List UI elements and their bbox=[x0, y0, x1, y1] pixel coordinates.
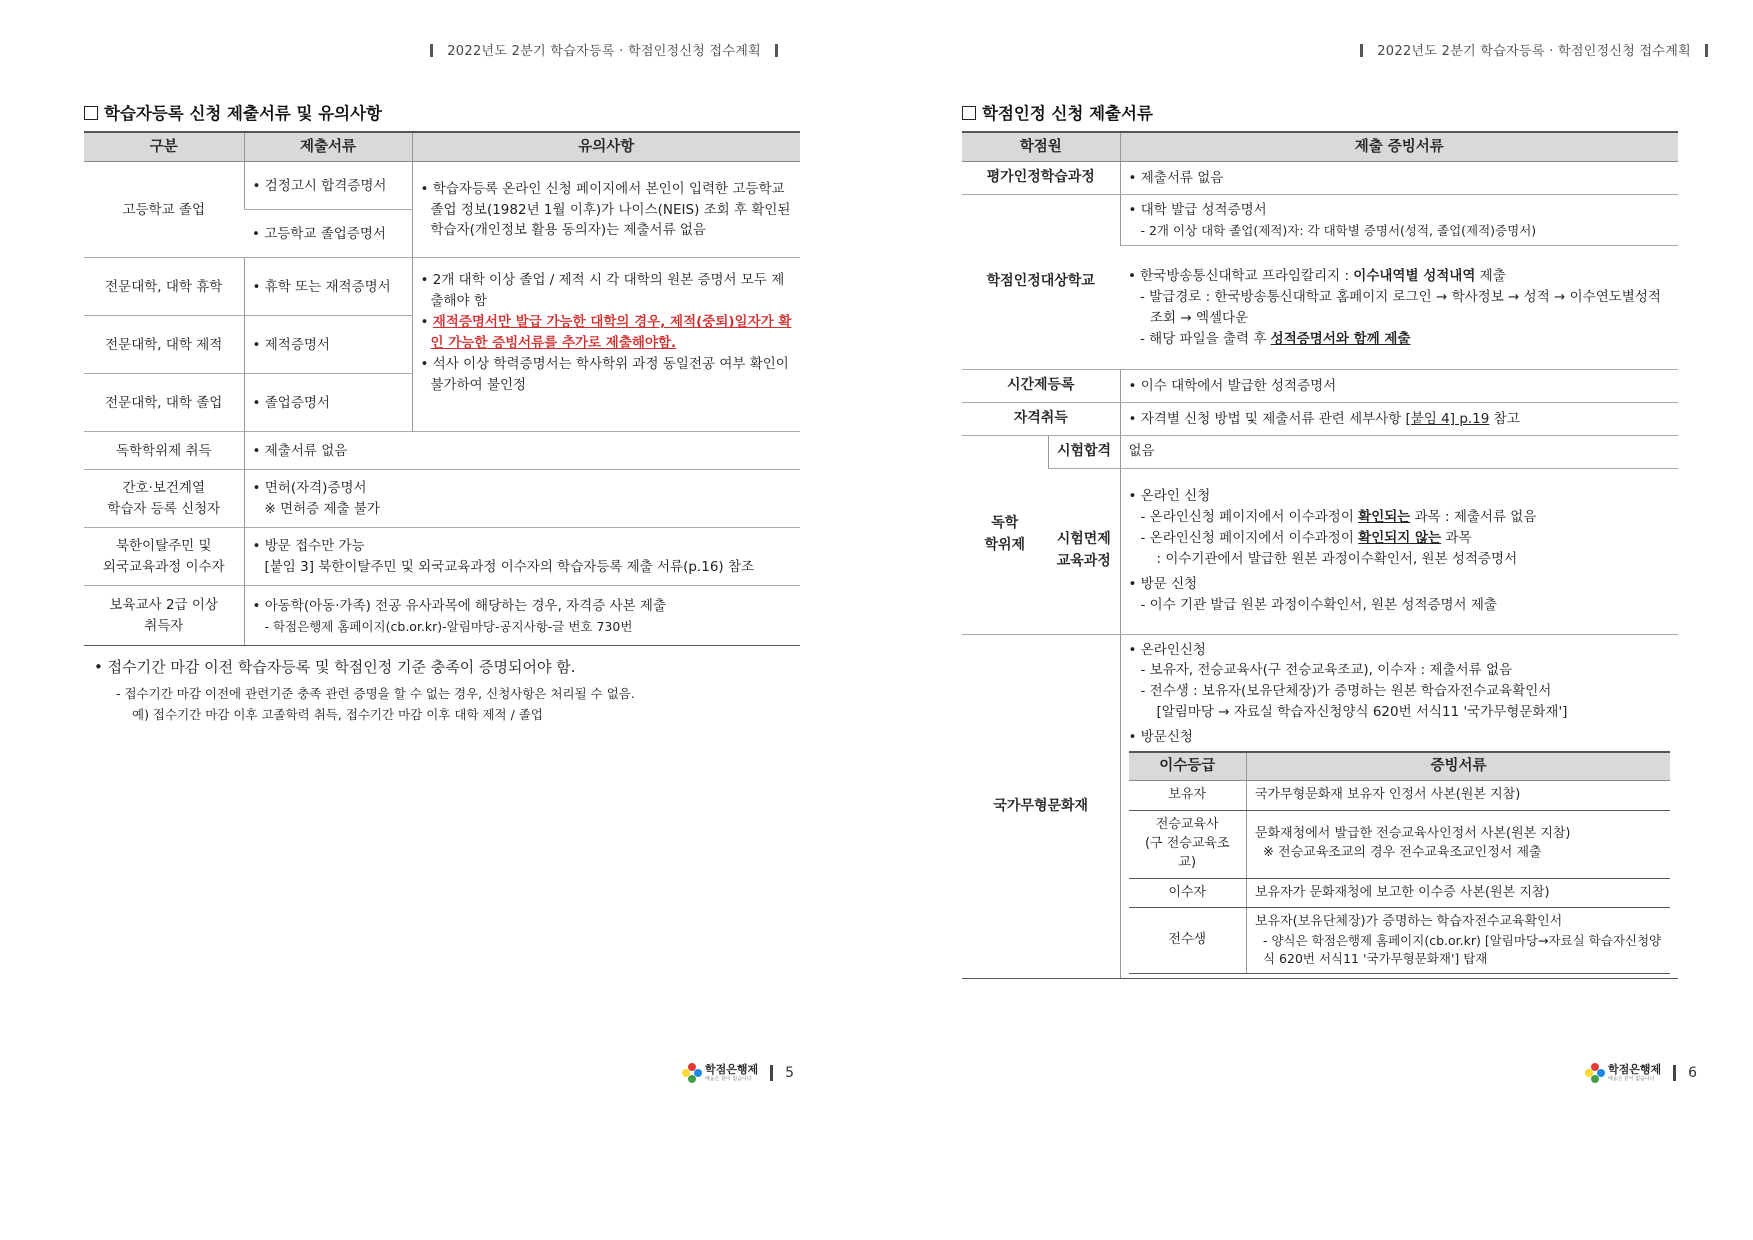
note-example: 예) 접수기간 마감 이후 고졸학력 취득, 접수기간 마감 이후 대학 제적 / 졸업 bbox=[132, 707, 543, 723]
header-text: 2022년도 2분기 학습자등록 · 학점인정신청 접수계획 bbox=[447, 44, 761, 59]
text-part: 과목 : 제출서류 없음 bbox=[1410, 509, 1537, 526]
heritage-inner-table bbox=[1129, 751, 1671, 974]
text-part: 제출 bbox=[1475, 268, 1506, 285]
doc-cell: • 휴학 또는 재적증명서 bbox=[244, 258, 412, 316]
text-part: • 한국방송통신대학교 프라임칼리지 : bbox=[1128, 268, 1354, 285]
proof-cell bbox=[1247, 908, 1671, 974]
table-row bbox=[962, 403, 1678, 436]
doc-cell: • 검정고시 합격증명서 bbox=[244, 162, 412, 210]
table-row bbox=[962, 435, 1678, 468]
sub-label: 시험합격 bbox=[1048, 435, 1120, 468]
brand-logo bbox=[1585, 1063, 1661, 1083]
note-text: • 석사 이상 학력증명서는 학사학위 과정 동일전공 여부 확인이 불가하여 불인정 bbox=[420, 356, 789, 394]
col-header: 유의사항 bbox=[412, 132, 800, 162]
note-cell bbox=[412, 162, 800, 258]
checkbox-square-icon bbox=[84, 106, 98, 120]
page-number: 5 bbox=[785, 1065, 795, 1081]
proof-line: ※ 전승교육조교의 경우 전수교육조교인정서 제출 bbox=[1263, 845, 1542, 861]
table-row bbox=[962, 195, 1678, 246]
table-row bbox=[84, 162, 800, 210]
table-row bbox=[962, 468, 1678, 634]
note-cell bbox=[412, 258, 800, 432]
row-label: 전문대학, 대학 졸업 bbox=[84, 374, 244, 432]
checkbox-square-icon bbox=[962, 106, 976, 120]
row-label: 전문대학, 대학 휴학 bbox=[84, 258, 244, 316]
notes bbox=[94, 656, 635, 726]
col-header: 구분 bbox=[84, 132, 244, 162]
row-label bbox=[84, 528, 244, 586]
logo-mark-icon bbox=[1585, 1063, 1605, 1083]
doc-cell bbox=[1120, 468, 1678, 634]
text-bold-underline: 확인되지 않는 bbox=[1358, 530, 1442, 547]
row-label: 학점인정대상학교 bbox=[962, 195, 1120, 370]
doc-cell: 없음 bbox=[1120, 435, 1678, 468]
row-label bbox=[84, 470, 244, 528]
table-row bbox=[962, 634, 1678, 979]
grade-cell: 전수생 bbox=[1129, 908, 1247, 974]
row-label: 자격취득 bbox=[962, 403, 1120, 436]
doc-cell: • 제출서류 없음 bbox=[244, 432, 800, 470]
brand-name: 학점은행제 bbox=[1607, 1063, 1662, 1076]
doc-subtext: - 2개 이상 대학 졸업(제적)자: 각 대학별 증명서(성적, 졸업(제적)증명서) bbox=[1140, 223, 1537, 239]
header-text: 2022년도 2분기 학습자등록 · 학점인정신청 접수계획 bbox=[1377, 44, 1691, 59]
header-bar-right bbox=[1705, 44, 1708, 57]
text-bold: 이수내역별 성적내역 bbox=[1353, 268, 1476, 285]
page-left bbox=[0, 0, 876, 1240]
row-label-line: 외국교육과정 이수자 bbox=[102, 558, 225, 575]
col-header: 제출 증빙서류 bbox=[1120, 132, 1678, 162]
note-sub: - 접수기간 마감 이전에 관련기준 충족 관련 증명을 할 수 없는 경우, 신청사항은 처리될 수 없음. bbox=[116, 686, 635, 701]
inner-row bbox=[1129, 781, 1671, 811]
brand-logo bbox=[682, 1063, 758, 1083]
header-bar-left bbox=[1360, 44, 1363, 57]
row-label-line: 보육교사 2급 이상 bbox=[109, 597, 218, 614]
proof-line: - 양식은 학점은행제 홈페이지(cb.or.kr) [알림마당→자료실 학습자신청양식 620번 서식11 '국가무형문화재'] 탑재 bbox=[1263, 933, 1662, 967]
brand-slogan: 배움은 끝이 없습니다 bbox=[705, 1076, 752, 1082]
row-label bbox=[84, 586, 244, 646]
doc-subtext: [알림마당 → 자료실 학습자신청양식 620번 서식11 '국가무형문화재'] bbox=[1156, 704, 1568, 721]
proof-cell bbox=[1247, 810, 1671, 878]
note-main: • 접수기간 마감 이전 학습자등록 및 학점인정 기준 충족이 증명되어야 함. bbox=[94, 658, 576, 676]
table-row bbox=[962, 162, 1678, 195]
doc-text: • 온라인신청 bbox=[1128, 641, 1206, 658]
doc-text: • 방문신청 bbox=[1128, 729, 1193, 746]
proof-cell: 보유자가 문화재청에 보고한 이수증 사본(원본 지참) bbox=[1247, 878, 1671, 908]
text-part: - 해당 파일을 출력 후 bbox=[1140, 330, 1271, 347]
col-header: 제출서류 bbox=[244, 132, 412, 162]
inner-row bbox=[1129, 878, 1671, 908]
warning-text: 재적증명서만 발급 가능한 대학의 경우, 제적(중퇴)일자가 확인 가능한 증빙서류를 추가로 제출해야함. bbox=[430, 314, 792, 352]
page-right bbox=[876, 0, 1752, 1240]
table-header-row bbox=[962, 132, 1678, 162]
text-bold-underline: 확인되는 bbox=[1358, 509, 1411, 526]
doc-subtext: [붙임 3] 북한이탈주민 및 외국교육과정 이수자의 학습자등록 제출 서류(p.16) 참조 bbox=[264, 558, 755, 575]
grade-line: 전승교육사 bbox=[1155, 816, 1219, 832]
header-bar-left bbox=[430, 44, 433, 57]
row-label: 평가인정학습과정 bbox=[962, 162, 1120, 195]
proof-line: 보유자(보유단체장)가 증명하는 학습자전수교육확인서 bbox=[1255, 914, 1563, 930]
grade-cell: 이수자 bbox=[1129, 878, 1247, 908]
row-label: 독학학위제 취득 bbox=[84, 432, 244, 470]
inner-row bbox=[1129, 810, 1671, 878]
col-header: 학점원 bbox=[962, 132, 1120, 162]
doc-subtext: ※ 면허증 제출 불가 bbox=[264, 500, 380, 517]
section-title-text: 학습자등록 신청 제출서류 및 유의사항 bbox=[104, 104, 383, 123]
note-text-red: • 재적증명서만 발급 가능한 대학의 경우, 제적(중퇴)일자가 확인 가능한 증빙서류를 추가로 제출해야함. bbox=[420, 314, 792, 352]
inner-col-header: 증빙서류 bbox=[1247, 752, 1671, 781]
doc-cell bbox=[1120, 246, 1678, 370]
doc-subtext: - 학점은행제 홈페이지(cb.or.kr)-알림마당-공지사항-글 번호 730번 bbox=[264, 618, 633, 634]
sub-label-line: 교육과정 bbox=[1056, 553, 1111, 570]
table-row bbox=[84, 586, 800, 646]
brand-name: 학점은행제 bbox=[705, 1063, 759, 1076]
sub-label bbox=[1048, 468, 1120, 634]
text-bold-underline: 성적증명서와 함께 제출 bbox=[1270, 330, 1411, 347]
page-footer bbox=[1585, 1063, 1697, 1083]
doc-text: • 온라인 신청 bbox=[1128, 488, 1211, 505]
doc-subtext bbox=[1129, 507, 1671, 528]
row-label-line: 간호·보건계열 bbox=[122, 480, 206, 497]
doc-subtext: : 이수기관에서 발급한 원본 과정이수확인서, 원본 성적증명서 bbox=[1156, 551, 1518, 568]
section-title-credit bbox=[962, 100, 1153, 124]
inner-col-header: 이수등급 bbox=[1129, 752, 1247, 781]
text-part: - 온라인신청 페이지에서 이수과정이 bbox=[1140, 509, 1359, 526]
doc-subtext: - 전수생 : 보유자(보유단체장)가 증명하는 원본 학습자전수교육확인서 bbox=[1140, 683, 1552, 700]
row-label-line: 학위제 bbox=[984, 536, 1026, 553]
table-row bbox=[84, 432, 800, 470]
doc-subtext bbox=[1128, 329, 1670, 350]
doc-subtext: - 이수 기관 발급 원본 과정이수확인서, 원본 성적증명서 제출 bbox=[1140, 596, 1497, 613]
table-row bbox=[84, 470, 800, 528]
row-label-line: 학습자 등록 신청자 bbox=[107, 500, 221, 517]
header-bar-right bbox=[775, 44, 778, 57]
doc-text: • 면허(자격)증명서 bbox=[252, 480, 367, 497]
doc-text: • 방문 접수만 가능 bbox=[252, 538, 365, 555]
table-row bbox=[962, 370, 1678, 403]
grade-cell: 보유자 bbox=[1129, 781, 1247, 811]
row-label-line: 취득자 bbox=[144, 617, 184, 634]
grade-cell bbox=[1129, 810, 1247, 878]
text-part: • 자격별 신청 방법 및 제출서류 관련 세부사항 bbox=[1128, 410, 1406, 427]
doc-cell: • 제적증명서 bbox=[244, 316, 412, 374]
doc-text: • 아동학(아동·가족) 전공 유사과목에 해당하는 경우, 자격증 사본 제출 bbox=[252, 597, 667, 614]
row-label-line: 북한이탈주민 및 bbox=[115, 538, 212, 555]
logo-mark-icon bbox=[682, 1063, 702, 1083]
doc-cell bbox=[1120, 634, 1678, 979]
footer-separator bbox=[770, 1065, 773, 1081]
doc-cell: • 제출서류 없음 bbox=[1120, 162, 1678, 195]
doc-cell bbox=[1120, 403, 1678, 436]
table-row bbox=[84, 258, 800, 316]
registration-table bbox=[84, 131, 800, 646]
inner-header-row bbox=[1129, 752, 1671, 781]
doc-text: • 방문 신청 bbox=[1128, 575, 1198, 592]
doc-cell: • 졸업증명서 bbox=[244, 374, 412, 432]
row-label: 전문대학, 대학 제적 bbox=[84, 316, 244, 374]
page-header bbox=[416, 40, 792, 59]
row-label: 고등학교 졸업 bbox=[84, 162, 244, 258]
note-text: • 2개 대학 이상 졸업 / 제적 시 각 대학의 원본 증명서 모두 제출해야 함 bbox=[420, 272, 785, 310]
row-label: 시간제등록 bbox=[962, 370, 1120, 403]
proof-line: 문화재청에서 발급한 전승교육사인정서 사본(원본 지참) bbox=[1255, 826, 1571, 842]
doc-cell: • 고등학교 졸업증명서 bbox=[244, 210, 412, 258]
text-part: 과목 bbox=[1441, 530, 1472, 547]
doc-cell bbox=[244, 470, 800, 528]
inner-row bbox=[1129, 908, 1671, 974]
row-label-line: 독학 bbox=[991, 514, 1019, 531]
doc-subtext: - 발급경로 : 한국방송통신대학교 홈페이지 로그인 → 학사정보 → 성적 → 이수연도별성적조회 → 엑셀다운 bbox=[1140, 289, 1661, 326]
grade-line: (구 전승교육조교) bbox=[1144, 835, 1230, 870]
doc-cell bbox=[1120, 195, 1678, 246]
row-label bbox=[962, 435, 1048, 634]
doc-cell: • 이수 대학에서 발급한 성적증명서 bbox=[1120, 370, 1678, 403]
section-title-registration bbox=[84, 100, 382, 124]
doc-cell bbox=[244, 586, 800, 646]
doc-text: • 대학 발급 성적증명서 bbox=[1128, 202, 1267, 219]
page-number: 6 bbox=[1688, 1065, 1697, 1081]
doc-text bbox=[1128, 266, 1670, 287]
text-part: 참고 bbox=[1489, 410, 1520, 427]
brand-slogan: 배움은 끝이 없습니다 bbox=[1607, 1076, 1655, 1082]
text-part: - 온라인신청 페이지에서 이수과정이 bbox=[1140, 530, 1359, 547]
row-label: 국가무형문화재 bbox=[962, 634, 1120, 979]
doc-cell bbox=[244, 528, 800, 586]
doc-subtext: - 보유자, 전승교육사(구 전승교육조교), 이수자 : 제출서류 없음 bbox=[1140, 662, 1513, 679]
proof-cell: 국가무형문화재 보유자 인정서 사본(원본 지참) bbox=[1247, 781, 1671, 811]
section-title-text: 학점인정 신청 제출서류 bbox=[982, 104, 1153, 123]
sub-label-line: 시험면제 bbox=[1056, 531, 1111, 548]
doc-subtext bbox=[1129, 528, 1671, 549]
footer-separator bbox=[1673, 1065, 1676, 1081]
note-text: • 학습자등록 온라인 신청 페이지에서 본인이 입력한 고등학교 졸업 정보(1982년 1월 이후)가 나이스(NEIS) 조회 후 확인된 학습자(개인정보 활용 동의자)는 제출서류 없음 bbox=[420, 180, 791, 239]
page-header bbox=[1346, 40, 1722, 59]
table-row bbox=[84, 528, 800, 586]
table-header-row bbox=[84, 132, 800, 162]
credit-table bbox=[962, 131, 1678, 979]
appendix-link[interactable]: [붙임 4] p.19 bbox=[1405, 410, 1490, 427]
page-footer bbox=[682, 1063, 794, 1083]
